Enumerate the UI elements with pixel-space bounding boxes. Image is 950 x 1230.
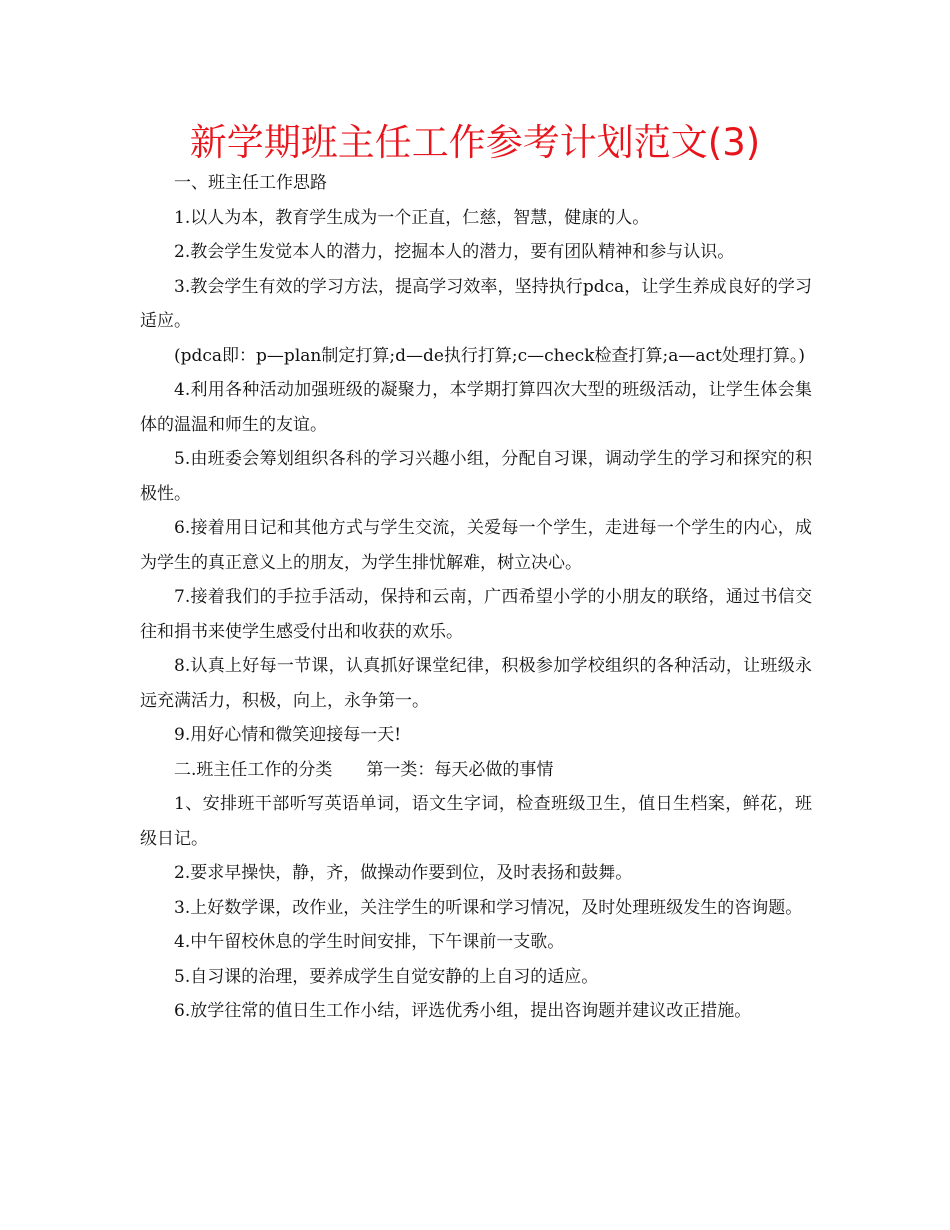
paragraph: 6.放学往常的值日生工作小结，评选优秀小组，提出咨询题并建议改正措施。 (174, 1001, 752, 1021)
paragraph: 1、安排班干部听写英语单词，语文生字词，检查班级卫生，值日生档案，鲜花，班级日记。 (140, 794, 812, 849)
paragraph: 2.教会学生发觉本人的潜力，挖掘本人的潜力，要有团队精神和参与认识。 (174, 242, 735, 262)
paragraph: 6.接着用日记和其他方式与学生交流，关爱每一个学生，走进每一个学生的内心，成为学生的真正意义上的朋友，为学生排忧解难，树立决心。 (140, 518, 812, 573)
paragraph: 5.由班委会筹划组织各科的学习兴趣小组，分配自习课，调动学生的学习和探究的积极性。 (140, 449, 812, 504)
paragraph: 2.要求早操快，静，齐，做操动作要到位，及时表扬和鼓舞。 (174, 863, 633, 883)
paragraph: 1.以人为本，教育学生成为一个正直，仁慈，智慧，健康的人。 (174, 207, 650, 228)
section-heading: 二.班主任工作的分类 第一类：每天必做的事情 (174, 759, 554, 780)
document-body (140, 166, 812, 1029)
document-title: 新学期班主任工作参考计划范文(3) (189, 121, 761, 164)
paragraph: 8.认真上好每一节课，认真抓好课堂纪律，积极参加学校组织的各种活动，让班级永远充满活力，积极，向上，永争第一。 (140, 656, 812, 711)
paragraph: 9.用好心情和微笑迎接每一天! (174, 725, 402, 745)
paragraph: 一、班主任工作思路 (174, 173, 327, 193)
paragraph: 5.自习课的治理，要养成学生自觉安静的上自习的适应。 (174, 966, 599, 987)
paragraph: 3.上好数学课，改作业，关注学生的听课和学习情况，及时处理班级发生的咨询题。 (174, 897, 803, 918)
paragraph: (pdca即：p—plan制定打算;d—de执行打算;c—check检查打算;a—act处理打算。) (174, 345, 805, 366)
paragraph: 7.接着我们的手拉手活动，保持和云南，广西希望小学的小朋友的联络，通过书信交往和捐书来使学生感受付出和收获的欢乐。 (140, 587, 812, 642)
paragraph: 4.利用各种活动加强班级的凝聚力，本学期打算四次大型的班级活动，让学生体会集体的温温和师生的友谊。 (140, 380, 812, 435)
paragraph: 4.中午留校休息的学生时间安排，下午课前一支歌。 (174, 932, 565, 952)
paragraph: 3.教会学生有效的学习方法，提高学习效率，坚持执行pdca，让学生养成良好的学习适应。 (140, 276, 812, 331)
